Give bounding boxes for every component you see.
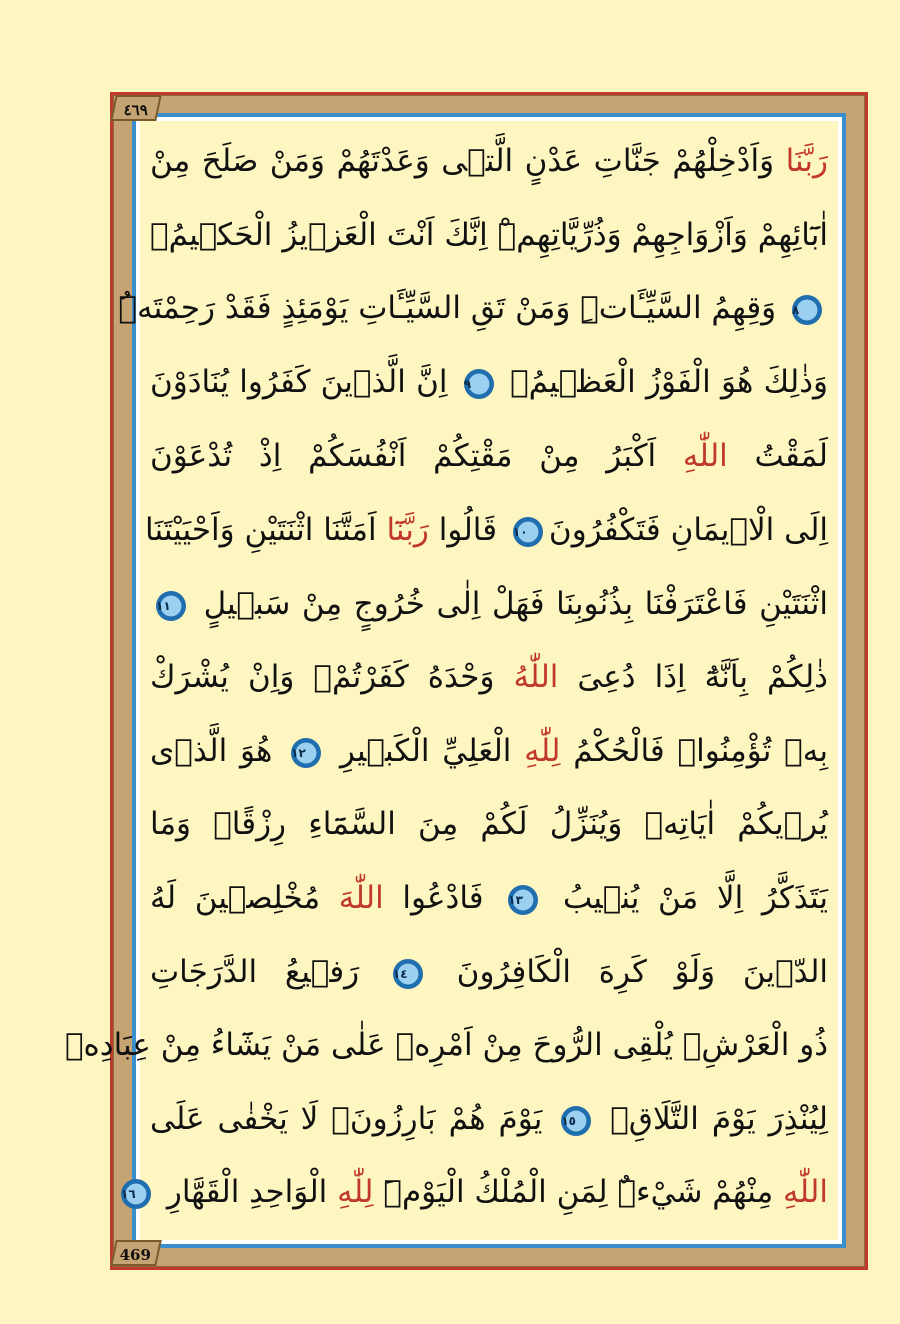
ayah-number-marker: ١٠ [513,517,543,547]
verse-text: ذٰلِكُمْ بِاَنَّهُٓ اِذَا دُعِىَ [558,659,828,695]
verse-text: وَاَدْخِلْهُمْ جَنَّاتِ عَدْنٍ الَّتٖى وَعَدْتَهُمْ وَمَنْ صَلَحَ مِنْ [150,143,786,179]
text-line [150,789,828,859]
ayah-number-marker: ١٤ [393,959,423,989]
verse-text: قَالُوا [428,512,507,548]
text-line [150,569,828,639]
text-line [150,200,828,270]
verse-text: وَحْدَهُ كَفَرْتُمْۚ وَاِنْ يُشْرَكْ [150,659,514,695]
page-number-top [110,95,162,121]
verse-text: بِهٖ تُؤْمِنُواۜ فَالْحُكْمُ [560,733,828,769]
divine-name-word: اللّٰهَ [338,880,384,916]
divine-name-word: رَبَّنَٓا [386,512,429,548]
ayah-number-marker: ٨ [792,295,822,325]
verse-text: لَمَقْتُ [727,438,828,474]
verse-text: الْوَاحِدِ الْقَهَّارِ [157,1174,338,1210]
divine-name-word: اللّٰهِ [682,438,728,474]
verse-text: هُوَ الَّذٖى [150,733,286,769]
verse-text: اَكْبَرُ مِنْ مَقْتِكُمْ اَنْفُسَكُمْ اِذْ تُدْعَوْنَ [150,438,683,474]
text-line [150,347,828,417]
page-number-bottom [110,1240,162,1266]
verse-text: مُخْلِصٖينَ لَهُ [150,880,339,916]
page-number-bottom-label: 469 [119,1246,152,1264]
text-line [150,863,828,933]
verse-text: اثْنَتَيْنِ فَاعْتَرَفْنَا بِذُنُوبِنَا فَهَلْ اِلٰى خُرُوجٍ مِنْ سَبٖيلٍ [192,586,828,622]
divine-name-word: اللّٰهُ [513,659,559,695]
verse-text: يَوْمَ هُمْ بَارِزُونَۚ لَا يَخْفٰى عَلَى [150,1101,556,1137]
ayah-number-marker: ١١ [156,591,186,621]
text-line [145,495,828,565]
verse-text: الدّٖينَ وَلَوْ كَرِهَ الْكَافِرُونَ [428,954,828,990]
verse-text: وَقِهِمُ السَّيِّـَٔاتِۜ وَمَنْ تَقِ السَّيِّـَٔاتِ يَوْمَئِذٍ فَقَدْ رَحِمْتَهُۜ [118,290,786,326]
ayah-number-marker: ١٢ [291,738,321,768]
verse-text: وَذٰلِكَ هُوَ الْفَوْزُ الْعَظٖيمُ۟ [499,364,828,400]
text-line [118,273,828,343]
verse-text: اٰبَٓائِهِمْ وَاَزْوَاجِهِمْ وَذُرِّيَّاتِهِمْۜ اِنَّكَ اَنْتَ الْعَزٖيزُ الْحَكٖيمُۙ [150,217,828,253]
ayah-number-marker: ١٥ [561,1106,591,1136]
verse-text: اِلَى الْاٖيمَانِ فَتَكْفُرُونَ [548,512,828,548]
verse-text: مِنْهُمْ شَيْءٌۜ لِمَنِ الْمُلْكُ الْيَوْمَۜ [373,1174,784,1210]
divine-name-word: رَبَّنَا [785,143,828,179]
quran-text-lines [64,126,829,1236]
ayah-number-marker: ١٣ [508,885,538,915]
text-line [150,421,828,491]
page-number-top-label: ٤٦٩ [123,101,148,119]
text-line [150,1084,828,1154]
text-line [150,642,828,712]
verse-text: لِيُنْذِرَ يَوْمَ التَّلَاقِۙ [597,1101,829,1137]
verse-text: الْعَلِيِّ الْكَبٖيرِ [327,733,525,769]
verse-text: ذُو الْعَرْشِۚ يُلْقِى الرُّوحَ مِنْ اَمْرِهٖ عَلٰى مَنْ يَشَٓاءُ مِنْ عِبَادِهٖ [64,1027,828,1063]
text-line [150,937,828,1007]
divine-name-word: لِلّٰهِ [524,733,561,769]
text-line [150,126,828,196]
ayah-number-marker: ١٦ [121,1179,151,1209]
text-line [121,1157,828,1227]
text-line [150,716,828,786]
divine-name-word: لِلّٰهِ [337,1174,374,1210]
ayah-number-marker: ٩ [464,369,494,399]
verse-text: اِنَّ الَّذٖينَ كَفَرُوا يُنَادَوْنَ [150,364,458,400]
verse-text: رَفٖيعُ الدَّرَجَاتِ [150,954,387,990]
divine-name-word: اللّٰهِ [783,1174,828,1210]
verse-text: يَتَذَكَّرُ اِلَّا مَنْ يُنٖيبُ [544,880,828,916]
verse-text: فَادْعُوا [383,880,503,916]
verse-text: اَمَتَّنَا اثْنَتَيْنِ وَاَحْيَيْتَنَا [145,512,387,548]
text-line [64,1010,828,1080]
verse-text: يُرٖيكُمْ اٰيَاتِهٖ وَيُنَزِّلُ لَكُمْ مِنَ السَّمَٓاءِ رِزْقًاۜ وَمَا [150,806,828,842]
